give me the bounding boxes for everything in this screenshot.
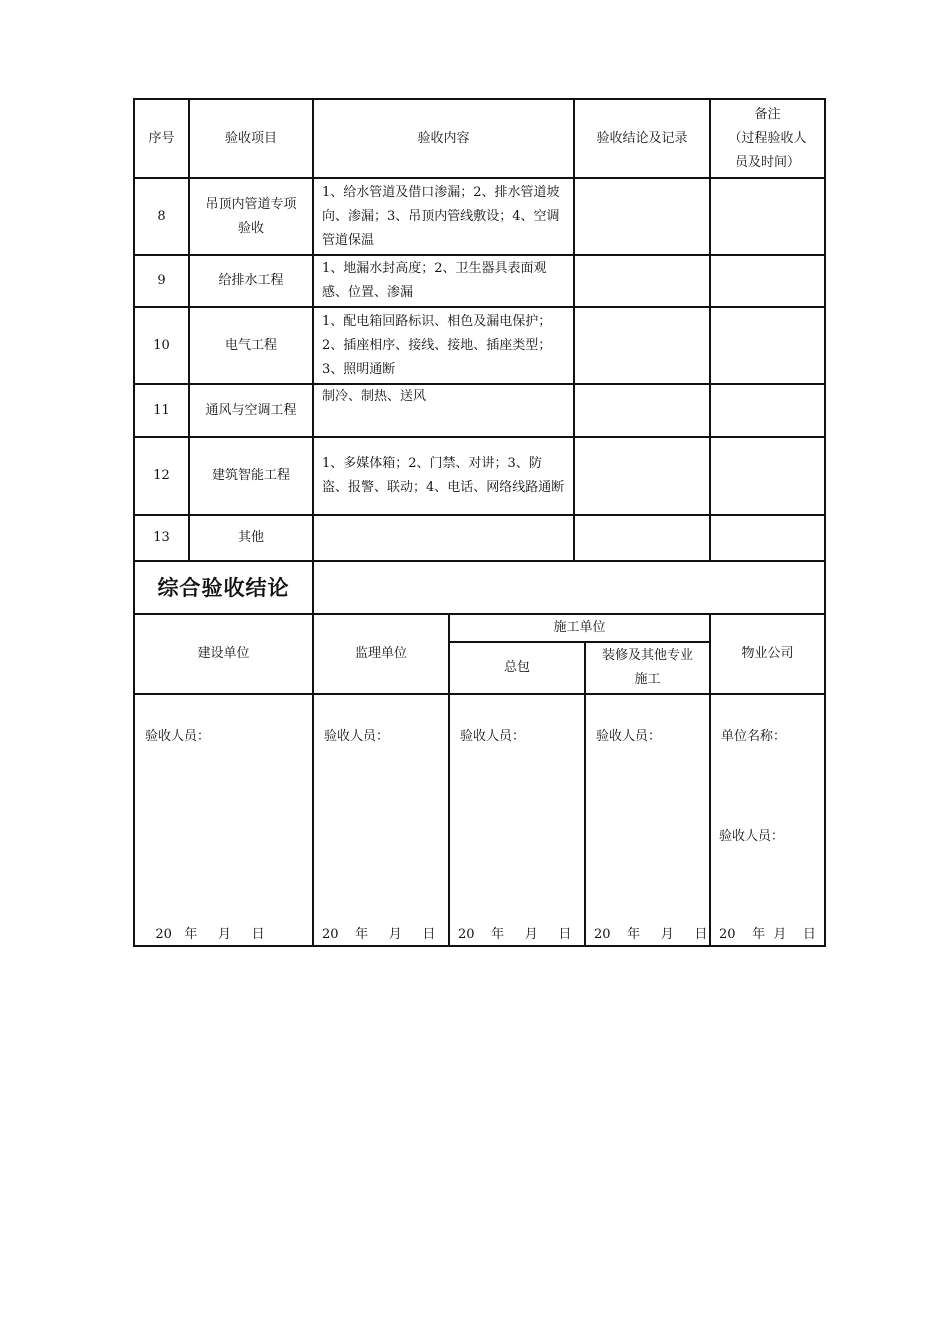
row-conclusion[interactable] (574, 255, 710, 307)
table-row (134, 307, 825, 384)
row-content: 1、地漏水封高度；2、卫生器具表面观感、位置、渗漏 (313, 255, 574, 307)
row-remark[interactable] (710, 255, 825, 307)
header-content: 验收内容 (313, 99, 574, 178)
row-content: 1、多媒体箱；2、门禁、对讲；3、防盗、报警、联动；4、电话、网络线路通断 (313, 437, 574, 515)
acceptance-table (133, 98, 826, 615)
remark-line-3: 员及时间） (734, 154, 800, 170)
inspector-label: 验收人员： (719, 829, 785, 844)
row-no: 13 (134, 515, 189, 561)
signoff-property: 物业公司 (710, 614, 825, 694)
signoff-construction: 施工单位 (449, 614, 710, 642)
signoff-owner: 建设单位 (134, 614, 313, 694)
row-item-line: 吊顶内管道专项 (205, 196, 297, 212)
inspector-label: 验收人员： (460, 729, 526, 744)
row-remark[interactable] (710, 384, 825, 437)
summary-row (134, 561, 825, 614)
header-item: 验收项目 (189, 99, 313, 178)
sign-date: 20 年 月 日 (594, 927, 708, 942)
table-row (134, 255, 825, 307)
row-content: 1、配电箱回路标识、相色及漏电保护；2、插座相序、接线、接地、插座类型；3、照明通断 (313, 307, 574, 384)
table-row (134, 515, 825, 561)
summary-title: 综合验收结论 (134, 561, 313, 614)
row-conclusion[interactable] (574, 437, 710, 515)
signoff-header-row (134, 614, 825, 642)
inspector-label: 验收人员： (596, 729, 662, 744)
row-content[interactable] (313, 515, 574, 561)
signoff-decoration (585, 642, 710, 694)
row-remark[interactable] (710, 307, 825, 384)
row-item: 其他 (189, 515, 313, 561)
sign-date: 20 年 月 日 (719, 927, 816, 942)
signoff-general-contractor: 总包 (449, 642, 585, 694)
row-item: 电气工程 (189, 307, 313, 384)
signoff-supervisor: 监理单位 (313, 614, 449, 694)
row-content: 制冷、制热、送风 (313, 384, 574, 437)
sign-date: 20 年 月 日 (322, 927, 436, 942)
row-content: 1、给水管道及借口渗漏；2、排水管道坡向、渗漏；3、吊顶内管线敷设；4、空调管道保温 (313, 178, 574, 255)
table-row (134, 437, 825, 515)
signoff-body-row (134, 694, 825, 946)
inspector-label: 验收人员： (145, 729, 211, 744)
row-item-line: 验收 (237, 220, 264, 236)
row-no: 8 (134, 178, 189, 255)
row-conclusion[interactable] (574, 515, 710, 561)
header-conclusion: 验收结论及记录 (574, 99, 710, 178)
row-item: 给排水工程 (189, 255, 313, 307)
row-item: 建筑智能工程 (189, 437, 313, 515)
row-item: 通风与空调工程 (189, 384, 313, 437)
row-conclusion[interactable] (574, 384, 710, 437)
row-no: 9 (134, 255, 189, 307)
sign-cell-supervisor[interactable] (313, 694, 449, 946)
row-remark[interactable] (710, 437, 825, 515)
table-row (134, 384, 825, 437)
signoff-decoration-line: 施工 (634, 672, 661, 687)
summary-content[interactable] (313, 561, 825, 614)
inspector-label: 验收人员： (324, 729, 390, 744)
signoff-decoration-line: 装修及其他专业 (602, 648, 694, 663)
sign-cell-owner[interactable] (134, 694, 313, 946)
sign-cell-decoration[interactable] (585, 694, 710, 946)
row-remark[interactable] (710, 178, 825, 255)
unit-name-label: 单位名称： (721, 729, 787, 744)
row-conclusion[interactable] (574, 178, 710, 255)
row-no: 11 (134, 384, 189, 437)
sign-date: 20 年 月 日 (458, 927, 572, 942)
remark-line-2: （过程验收人 (728, 130, 807, 146)
sign-cell-general-contractor[interactable] (449, 694, 585, 946)
row-item (189, 178, 313, 255)
remark-line-1: 备注 (754, 106, 781, 122)
row-conclusion[interactable] (574, 307, 710, 384)
table-row (134, 178, 825, 255)
header-row (134, 99, 825, 178)
row-no: 10 (134, 307, 189, 384)
signoff-table (133, 613, 826, 947)
header-remark (710, 99, 825, 178)
sign-cell-property[interactable] (710, 694, 825, 946)
row-remark[interactable] (710, 515, 825, 561)
header-no: 序号 (134, 99, 189, 178)
row-no: 12 (134, 437, 189, 515)
sign-date: 20 年 月 日 (143, 927, 265, 942)
